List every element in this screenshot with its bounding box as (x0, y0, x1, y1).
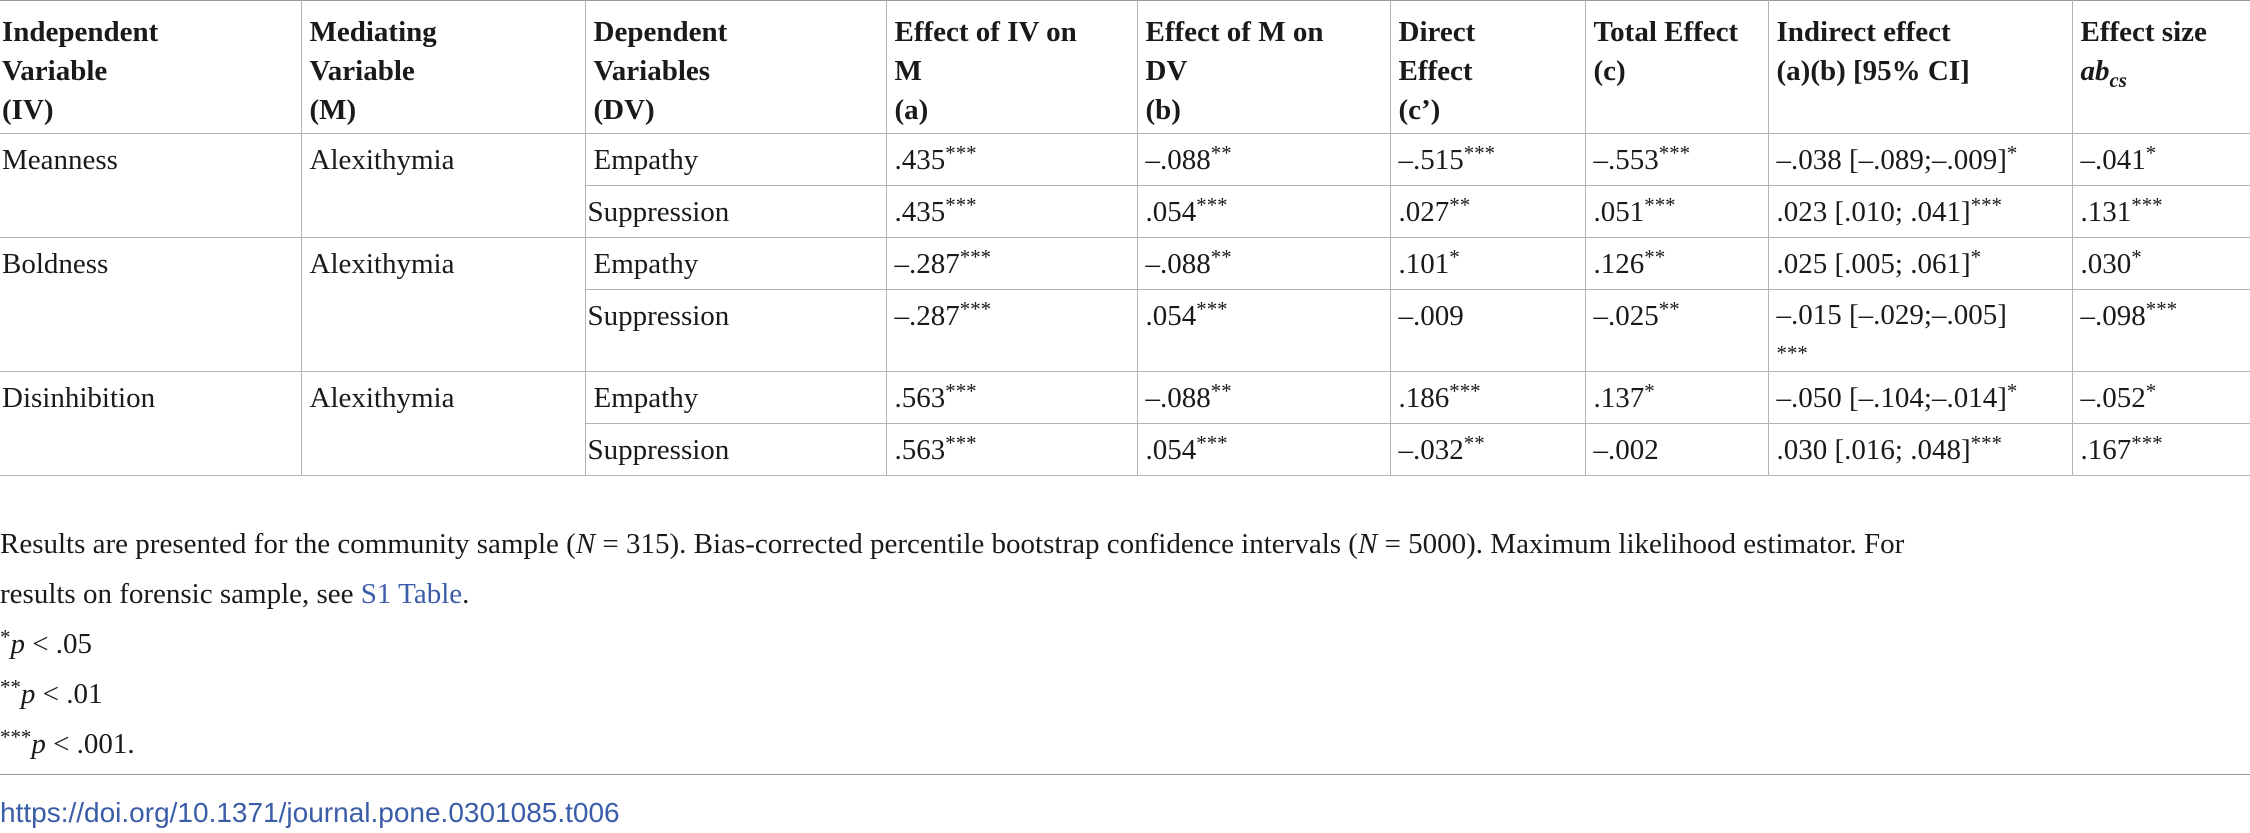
doi-link[interactable]: https://doi.org/10.1371/journal.pone.0301085.t006 (0, 797, 620, 828)
cell-iv: Meanness (0, 134, 301, 238)
table-footnote-line-2: results on forensic sample, see S1 Table. (0, 578, 470, 610)
cell-iv: Boldness (0, 238, 301, 372)
table-footnote-line-1: Results are presented for the community sample (N = 315). Bias-corrected percentile bootstrap confidence intervals (N = 5000). Maximum likelihood estimator. For (0, 528, 1905, 560)
cell-dv: Suppression (585, 186, 886, 238)
cell-c-prime: –.515*** (1390, 134, 1585, 186)
cell-size: –.052* (2072, 372, 2250, 424)
header-a: Effect of IV on M (a) (886, 1, 1137, 134)
header-b: Effect of M on DV (b) (1137, 1, 1390, 134)
cell-m: Alexithymia (301, 134, 585, 238)
cell-c: .126** (1585, 238, 1768, 290)
header-iv: Independent Variable (IV) (0, 1, 301, 134)
cell-b: –.088** (1137, 134, 1390, 186)
cell-a: .563*** (886, 424, 1137, 476)
cell-size: –.041* (2072, 134, 2250, 186)
cell-indirect: .030 [.016; .048]*** (1768, 424, 2072, 476)
cell-c: –.553*** (1585, 134, 1768, 186)
cell-c-prime: –.009 (1390, 290, 1585, 372)
s1-table-link[interactable]: S1 Table (360, 578, 463, 610)
sig-note-p01: **p < .01 (0, 675, 103, 710)
cell-a: .435*** (886, 134, 1137, 186)
cell-b: .054*** (1137, 290, 1390, 372)
cell-dv: Empathy (585, 372, 886, 424)
cell-a: –.287*** (886, 238, 1137, 290)
cell-m: Alexithymia (301, 238, 585, 372)
header-indirect-effect: Indirect effect (a)(b) [95% CI] (1768, 1, 2072, 134)
cell-size: .167*** (2072, 424, 2250, 476)
cell-iv: Disinhibition (0, 372, 301, 476)
cell-a: .435*** (886, 186, 1137, 238)
sig-note-p05: *p < .05 (0, 625, 93, 660)
cell-dv: Empathy (585, 238, 886, 290)
cell-c-prime: –.032** (1390, 424, 1585, 476)
cell-c: .051*** (1585, 186, 1768, 238)
header-total-effect: Total Effect (c) (1585, 1, 1768, 134)
table-row (0, 238, 2250, 290)
cell-dv: Suppression (585, 424, 886, 476)
cell-b: .054*** (1137, 424, 1390, 476)
table-row (0, 372, 2250, 424)
cell-b: –.088** (1137, 238, 1390, 290)
header-effect-size: Effect size $ab_{cs}$ (2072, 1, 2250, 134)
cell-size: .131*** (2072, 186, 2250, 238)
header-dv: Dependent Variables (DV) (585, 1, 886, 134)
doi-divider (0, 774, 2250, 775)
table-row (0, 134, 2250, 186)
header-direct-effect: Direct Effect (c’) (1390, 1, 1585, 134)
cell-a: .563*** (886, 372, 1137, 424)
cell-size: .030* (2072, 238, 2250, 290)
cell-a: –.287*** (886, 290, 1137, 372)
cell-indirect: .023 [.010; .041]*** (1768, 186, 2072, 238)
cell-c-prime: .101* (1390, 238, 1585, 290)
cell-dv: Suppression (585, 290, 886, 372)
cell-c-prime: .027** (1390, 186, 1585, 238)
cell-m: Alexithymia (301, 372, 585, 476)
cell-indirect: .025 [.005; .061]* (1768, 238, 2072, 290)
header-row (0, 1, 2250, 134)
header-m: Mediating Variable (M) (301, 1, 585, 134)
cell-indirect: –.038 [–.089;–.009]* (1768, 134, 2072, 186)
cell-indirect: –.050 [–.104;–.014]* (1768, 372, 2072, 424)
cell-indirect: –.015 [–.029;–.005] *** (1768, 290, 2072, 372)
cell-size: –.098*** (2072, 290, 2250, 372)
cell-c-prime: .186*** (1390, 372, 1585, 424)
cell-c: –.025** (1585, 290, 1768, 372)
cell-b: .054*** (1137, 186, 1390, 238)
cell-b: –.088** (1137, 372, 1390, 424)
cell-c: .137* (1585, 372, 1768, 424)
cell-c: –.002 (1585, 424, 1768, 476)
cell-dv: Empathy (585, 134, 886, 186)
sig-note-p001: ***p < .001. (0, 725, 135, 760)
